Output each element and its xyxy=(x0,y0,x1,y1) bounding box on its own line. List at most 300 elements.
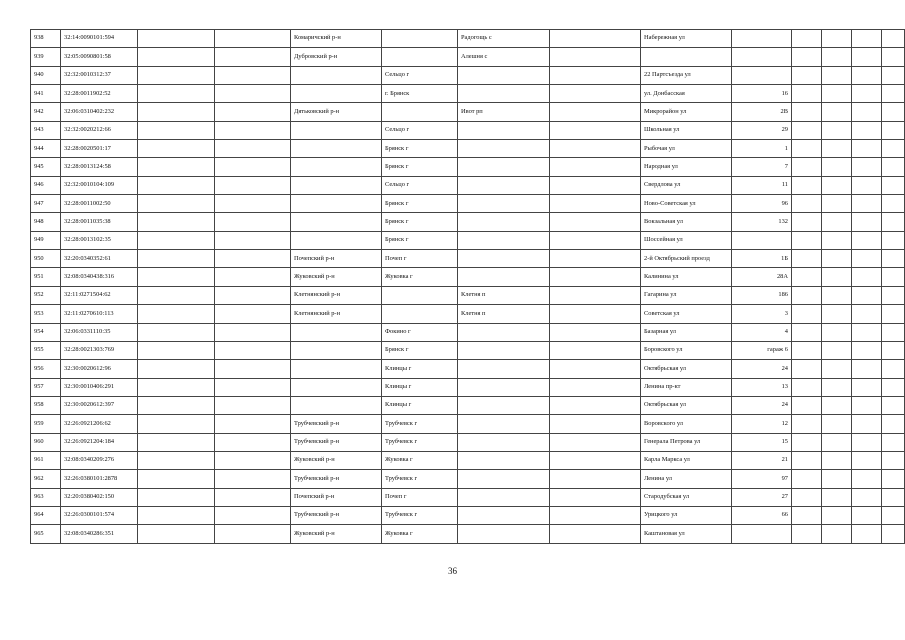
table-row xyxy=(31,525,905,543)
cell-col-11 xyxy=(792,268,822,286)
cell-city: Брянск г xyxy=(382,341,458,359)
cell-street: Ленина пр-кт xyxy=(641,378,732,396)
cell-cadastral-number: 32:28:0013124:58 xyxy=(61,158,138,176)
cell-col-12 xyxy=(822,121,852,139)
cell-col-12 xyxy=(822,470,852,488)
cell-house-number: 2В xyxy=(732,103,792,121)
cell-col-12 xyxy=(822,30,852,48)
cell-district: Дубровский р-н xyxy=(291,48,382,66)
cell-col-3 xyxy=(138,231,215,249)
cell-street: Ново-Советская ул xyxy=(641,195,732,213)
cell-col-13 xyxy=(852,470,882,488)
cell-col-4 xyxy=(215,176,291,194)
cell-col-8 xyxy=(550,323,641,341)
cell-cadastral-number: 32:06:0331110:35 xyxy=(61,323,138,341)
cell-col-3 xyxy=(138,360,215,378)
cell-district xyxy=(291,231,382,249)
cell-col-12 xyxy=(822,176,852,194)
cell-city: Клинцы г xyxy=(382,396,458,414)
cell-col-12 xyxy=(822,433,852,451)
cell-col-14 xyxy=(882,48,905,66)
cell-cadastral-number: 32:14:0090101:594 xyxy=(61,30,138,48)
cell-col-4 xyxy=(215,415,291,433)
cell-col-4 xyxy=(215,66,291,84)
cell-col-13 xyxy=(852,396,882,414)
cell-settlement xyxy=(458,378,550,396)
cell-col-4 xyxy=(215,506,291,524)
cell-district: Клетнянский р-н xyxy=(291,286,382,304)
cell-col-8 xyxy=(550,85,641,103)
cell-row-number: 953 xyxy=(31,305,61,323)
cell-row-number: 952 xyxy=(31,286,61,304)
cell-col-14 xyxy=(882,85,905,103)
cell-district: Комаричский р-н xyxy=(291,30,382,48)
cell-col-4 xyxy=(215,378,291,396)
cell-house-number xyxy=(732,525,792,543)
cell-col-12 xyxy=(822,66,852,84)
table-row xyxy=(31,323,905,341)
cell-col-4 xyxy=(215,48,291,66)
cell-settlement: Ивот рп xyxy=(458,103,550,121)
cell-col-8 xyxy=(550,525,641,543)
cell-col-3 xyxy=(138,433,215,451)
cell-city: г. Брянск xyxy=(382,85,458,103)
cell-settlement xyxy=(458,396,550,414)
cell-col-8 xyxy=(550,506,641,524)
cell-col-4 xyxy=(215,323,291,341)
cell-cadastral-number: 32:30:0020612:96 xyxy=(61,360,138,378)
cell-cadastral-number: 32:11:0270610:113 xyxy=(61,305,138,323)
cell-house-number: 4 xyxy=(732,323,792,341)
cell-col-12 xyxy=(822,488,852,506)
cell-col-13 xyxy=(852,121,882,139)
cell-row-number: 946 xyxy=(31,176,61,194)
table-row xyxy=(31,121,905,139)
cell-cadastral-number: 32:20:0380402:150 xyxy=(61,488,138,506)
cell-col-8 xyxy=(550,286,641,304)
cell-col-13 xyxy=(852,305,882,323)
table-row xyxy=(31,488,905,506)
cell-house-number: 7 xyxy=(732,158,792,176)
cell-col-8 xyxy=(550,176,641,194)
cell-house-number: 27 xyxy=(732,488,792,506)
cell-house-number: 1Б xyxy=(732,250,792,268)
cell-col-14 xyxy=(882,286,905,304)
table-row xyxy=(31,66,905,84)
cell-col-14 xyxy=(882,231,905,249)
cell-street: Базарная ул xyxy=(641,323,732,341)
cell-col-8 xyxy=(550,213,641,231)
cell-city: Сельцо г xyxy=(382,66,458,84)
cell-col-3 xyxy=(138,250,215,268)
cell-col-11 xyxy=(792,250,822,268)
cell-row-number: 938 xyxy=(31,30,61,48)
cell-col-14 xyxy=(882,488,905,506)
cell-street: Свердлова ул xyxy=(641,176,732,194)
cell-city xyxy=(382,286,458,304)
cell-city: Трубчевск г xyxy=(382,470,458,488)
cell-settlement xyxy=(458,525,550,543)
table-row xyxy=(31,48,905,66)
cell-row-number: 961 xyxy=(31,451,61,469)
cell-house-number: 96 xyxy=(732,195,792,213)
cell-row-number: 947 xyxy=(31,195,61,213)
cell-col-13 xyxy=(852,195,882,213)
cell-cadastral-number: 32:28:0011035:38 xyxy=(61,213,138,231)
cell-district xyxy=(291,396,382,414)
cell-street: Боровского ул xyxy=(641,341,732,359)
cell-city: Сельцо г xyxy=(382,121,458,139)
cell-col-3 xyxy=(138,176,215,194)
cell-district xyxy=(291,323,382,341)
cell-settlement xyxy=(458,470,550,488)
cell-row-number: 956 xyxy=(31,360,61,378)
cell-cadastral-number: 32:20:0340352:61 xyxy=(61,250,138,268)
cell-col-14 xyxy=(882,140,905,158)
cell-row-number: 945 xyxy=(31,158,61,176)
cell-city: Почеп г xyxy=(382,488,458,506)
cell-col-14 xyxy=(882,305,905,323)
cell-col-3 xyxy=(138,488,215,506)
cell-cadastral-number: 32:32:0010312:37 xyxy=(61,66,138,84)
table-row xyxy=(31,506,905,524)
cell-col-8 xyxy=(550,341,641,359)
cell-col-13 xyxy=(852,231,882,249)
cell-district xyxy=(291,378,382,396)
cell-col-12 xyxy=(822,451,852,469)
cell-col-8 xyxy=(550,66,641,84)
cell-street: 22 Партсъезда ул xyxy=(641,66,732,84)
cell-col-13 xyxy=(852,378,882,396)
cell-city: Жуковка г xyxy=(382,451,458,469)
cell-col-14 xyxy=(882,451,905,469)
cell-col-4 xyxy=(215,30,291,48)
table-row xyxy=(31,341,905,359)
cell-col-11 xyxy=(792,360,822,378)
cell-settlement xyxy=(458,415,550,433)
cell-col-11 xyxy=(792,396,822,414)
cell-col-11 xyxy=(792,195,822,213)
cell-col-13 xyxy=(852,66,882,84)
cell-col-14 xyxy=(882,341,905,359)
cell-street: Калинина ул xyxy=(641,268,732,286)
cell-col-12 xyxy=(822,140,852,158)
cell-col-8 xyxy=(550,48,641,66)
cell-col-14 xyxy=(882,66,905,84)
cell-col-12 xyxy=(822,85,852,103)
cell-col-14 xyxy=(882,250,905,268)
cell-col-14 xyxy=(882,415,905,433)
cell-col-11 xyxy=(792,433,822,451)
cell-col-4 xyxy=(215,140,291,158)
cell-col-11 xyxy=(792,176,822,194)
cell-col-8 xyxy=(550,305,641,323)
table-row xyxy=(31,195,905,213)
cell-col-4 xyxy=(215,103,291,121)
cell-street: Советская ул xyxy=(641,305,732,323)
cell-col-13 xyxy=(852,323,882,341)
table-row xyxy=(31,30,905,48)
table-row xyxy=(31,176,905,194)
cell-cadastral-number: 32:08:0340209:276 xyxy=(61,451,138,469)
cell-row-number: 957 xyxy=(31,378,61,396)
table-row xyxy=(31,85,905,103)
cell-settlement xyxy=(458,341,550,359)
cell-district xyxy=(291,213,382,231)
cell-street: Ленина ул xyxy=(641,470,732,488)
cell-cadastral-number: 32:05:0090801:58 xyxy=(61,48,138,66)
registry-table xyxy=(30,29,905,544)
cell-col-11 xyxy=(792,451,822,469)
cell-col-12 xyxy=(822,213,852,231)
cell-district: Жуковский р-н xyxy=(291,451,382,469)
cell-col-3 xyxy=(138,506,215,524)
cell-col-13 xyxy=(852,525,882,543)
cell-col-14 xyxy=(882,323,905,341)
cell-settlement xyxy=(458,176,550,194)
cell-street: Школьная ул xyxy=(641,121,732,139)
table-row xyxy=(31,250,905,268)
cell-col-13 xyxy=(852,506,882,524)
cell-col-13 xyxy=(852,433,882,451)
cell-house-number xyxy=(732,66,792,84)
cell-house-number: 66 xyxy=(732,506,792,524)
cell-street: 2-й Октябрьский проезд xyxy=(641,250,732,268)
cell-col-3 xyxy=(138,140,215,158)
cell-col-14 xyxy=(882,268,905,286)
cell-house-number: 24 xyxy=(732,396,792,414)
cell-settlement xyxy=(458,488,550,506)
cell-cadastral-number: 32:30:0020612:397 xyxy=(61,396,138,414)
cell-col-11 xyxy=(792,488,822,506)
cell-row-number: 960 xyxy=(31,433,61,451)
cell-col-3 xyxy=(138,341,215,359)
cell-col-8 xyxy=(550,103,641,121)
cell-col-13 xyxy=(852,85,882,103)
cell-district xyxy=(291,195,382,213)
cell-col-12 xyxy=(822,341,852,359)
cell-house-number xyxy=(732,30,792,48)
cell-col-3 xyxy=(138,415,215,433)
cell-col-3 xyxy=(138,305,215,323)
cell-col-11 xyxy=(792,305,822,323)
cell-street: Набережная ул xyxy=(641,30,732,48)
cell-col-13 xyxy=(852,268,882,286)
cell-street: Урицкого ул xyxy=(641,506,732,524)
table-row xyxy=(31,213,905,231)
cell-row-number: 962 xyxy=(31,470,61,488)
cell-house-number: 132 xyxy=(732,213,792,231)
cell-house-number: 21 xyxy=(732,451,792,469)
cell-row-number: 959 xyxy=(31,415,61,433)
cell-settlement xyxy=(458,195,550,213)
cell-house-number: 97 xyxy=(732,470,792,488)
table-row xyxy=(31,268,905,286)
cell-col-3 xyxy=(138,470,215,488)
cell-col-8 xyxy=(550,250,641,268)
cell-row-number: 951 xyxy=(31,268,61,286)
cell-col-12 xyxy=(822,103,852,121)
cell-col-11 xyxy=(792,470,822,488)
cell-city: Трубчевск г xyxy=(382,433,458,451)
table-row xyxy=(31,378,905,396)
cell-col-14 xyxy=(882,470,905,488)
cell-col-12 xyxy=(822,158,852,176)
cell-city: Брянск г xyxy=(382,231,458,249)
cell-cadastral-number: 32:26:0921204:184 xyxy=(61,433,138,451)
cell-col-13 xyxy=(852,286,882,304)
cell-col-8 xyxy=(550,378,641,396)
cell-street: Стародубская ул xyxy=(641,488,732,506)
cell-col-4 xyxy=(215,488,291,506)
cell-house-number: 3 xyxy=(732,305,792,323)
cell-col-3 xyxy=(138,378,215,396)
cell-col-11 xyxy=(792,323,822,341)
cell-col-4 xyxy=(215,213,291,231)
cell-col-14 xyxy=(882,433,905,451)
cell-district xyxy=(291,360,382,378)
cell-street: ул. Донбасская xyxy=(641,85,732,103)
cell-row-number: 964 xyxy=(31,506,61,524)
cell-col-8 xyxy=(550,396,641,414)
cell-col-8 xyxy=(550,195,641,213)
table-body xyxy=(31,30,905,544)
cell-street: Октябрьская ул xyxy=(641,396,732,414)
cell-city: Фокино г xyxy=(382,323,458,341)
cell-district xyxy=(291,140,382,158)
cell-settlement: Алешня с xyxy=(458,48,550,66)
cell-col-8 xyxy=(550,433,641,451)
cell-settlement xyxy=(458,451,550,469)
cell-row-number: 939 xyxy=(31,48,61,66)
cell-col-11 xyxy=(792,30,822,48)
cell-city: Жуковка г xyxy=(382,525,458,543)
cell-cadastral-number: 32:26:0300101:574 xyxy=(61,506,138,524)
cell-col-14 xyxy=(882,176,905,194)
cell-col-12 xyxy=(822,195,852,213)
cell-district: Трубчевский р-н xyxy=(291,415,382,433)
cell-col-3 xyxy=(138,451,215,469)
cell-col-13 xyxy=(852,158,882,176)
cell-row-number: 950 xyxy=(31,250,61,268)
cell-house-number: 28А xyxy=(732,268,792,286)
cell-col-11 xyxy=(792,158,822,176)
cell-settlement xyxy=(458,231,550,249)
cell-col-11 xyxy=(792,66,822,84)
cell-col-13 xyxy=(852,451,882,469)
cell-cadastral-number: 32:32:0010104:109 xyxy=(61,176,138,194)
cell-district: Жуковский р-н xyxy=(291,525,382,543)
cell-cadastral-number: 32:30:0010406:291 xyxy=(61,378,138,396)
cell-col-4 xyxy=(215,158,291,176)
cell-cadastral-number: 32:26:0921206:62 xyxy=(61,415,138,433)
cell-col-11 xyxy=(792,121,822,139)
cell-cadastral-number: 32:28:0013102:35 xyxy=(61,231,138,249)
cell-col-4 xyxy=(215,85,291,103)
cell-col-13 xyxy=(852,488,882,506)
cell-col-3 xyxy=(138,30,215,48)
cell-street: Генерала Петрова ул xyxy=(641,433,732,451)
cell-cadastral-number: 32:28:0011002:50 xyxy=(61,195,138,213)
cell-col-12 xyxy=(822,231,852,249)
cell-col-14 xyxy=(882,195,905,213)
cell-house-number: 13 xyxy=(732,378,792,396)
cell-city xyxy=(382,30,458,48)
cell-col-13 xyxy=(852,103,882,121)
cell-settlement xyxy=(458,140,550,158)
cell-col-14 xyxy=(882,121,905,139)
table-row xyxy=(31,360,905,378)
cell-row-number: 965 xyxy=(31,525,61,543)
cell-col-4 xyxy=(215,360,291,378)
cell-col-14 xyxy=(882,360,905,378)
cell-district: Клетнянский р-н xyxy=(291,305,382,323)
cell-street: Каштановая ул xyxy=(641,525,732,543)
cell-col-3 xyxy=(138,195,215,213)
cell-col-8 xyxy=(550,231,641,249)
table-row xyxy=(31,396,905,414)
cell-district: Жуковский р-н xyxy=(291,268,382,286)
cell-district: Дятьковский р-н xyxy=(291,103,382,121)
cell-row-number: 943 xyxy=(31,121,61,139)
cell-settlement xyxy=(458,121,550,139)
cell-district: Почепский р-н xyxy=(291,488,382,506)
cell-city xyxy=(382,103,458,121)
cell-col-12 xyxy=(822,378,852,396)
cell-house-number: 186 xyxy=(732,286,792,304)
cell-col-11 xyxy=(792,506,822,524)
cell-street: Воровского ул xyxy=(641,415,732,433)
cell-settlement: Радогощь с xyxy=(458,30,550,48)
cell-district xyxy=(291,176,382,194)
cell-street xyxy=(641,48,732,66)
cell-col-12 xyxy=(822,415,852,433)
cell-col-14 xyxy=(882,506,905,524)
cell-city: Клинцы г xyxy=(382,378,458,396)
table-row xyxy=(31,415,905,433)
cell-settlement xyxy=(458,66,550,84)
table-row xyxy=(31,286,905,304)
cell-settlement xyxy=(458,158,550,176)
cell-col-8 xyxy=(550,268,641,286)
cell-row-number: 940 xyxy=(31,66,61,84)
cell-col-12 xyxy=(822,506,852,524)
cell-col-3 xyxy=(138,158,215,176)
cell-col-3 xyxy=(138,323,215,341)
cell-cadastral-number: 32:28:0011902:52 xyxy=(61,85,138,103)
cell-col-8 xyxy=(550,140,641,158)
cell-col-8 xyxy=(550,451,641,469)
cell-street: Рыбочая ул xyxy=(641,140,732,158)
cell-city: Клинцы г xyxy=(382,360,458,378)
cell-settlement xyxy=(458,323,550,341)
cell-house-number xyxy=(732,231,792,249)
cell-col-12 xyxy=(822,305,852,323)
cell-street: Шоссейная ул xyxy=(641,231,732,249)
cell-row-number: 954 xyxy=(31,323,61,341)
cell-col-3 xyxy=(138,103,215,121)
cell-col-4 xyxy=(215,451,291,469)
cell-col-12 xyxy=(822,48,852,66)
cell-district xyxy=(291,121,382,139)
cell-col-14 xyxy=(882,103,905,121)
cell-col-13 xyxy=(852,360,882,378)
cell-col-14 xyxy=(882,30,905,48)
table-row xyxy=(31,305,905,323)
cell-city xyxy=(382,305,458,323)
cell-col-4 xyxy=(215,268,291,286)
cell-row-number: 942 xyxy=(31,103,61,121)
